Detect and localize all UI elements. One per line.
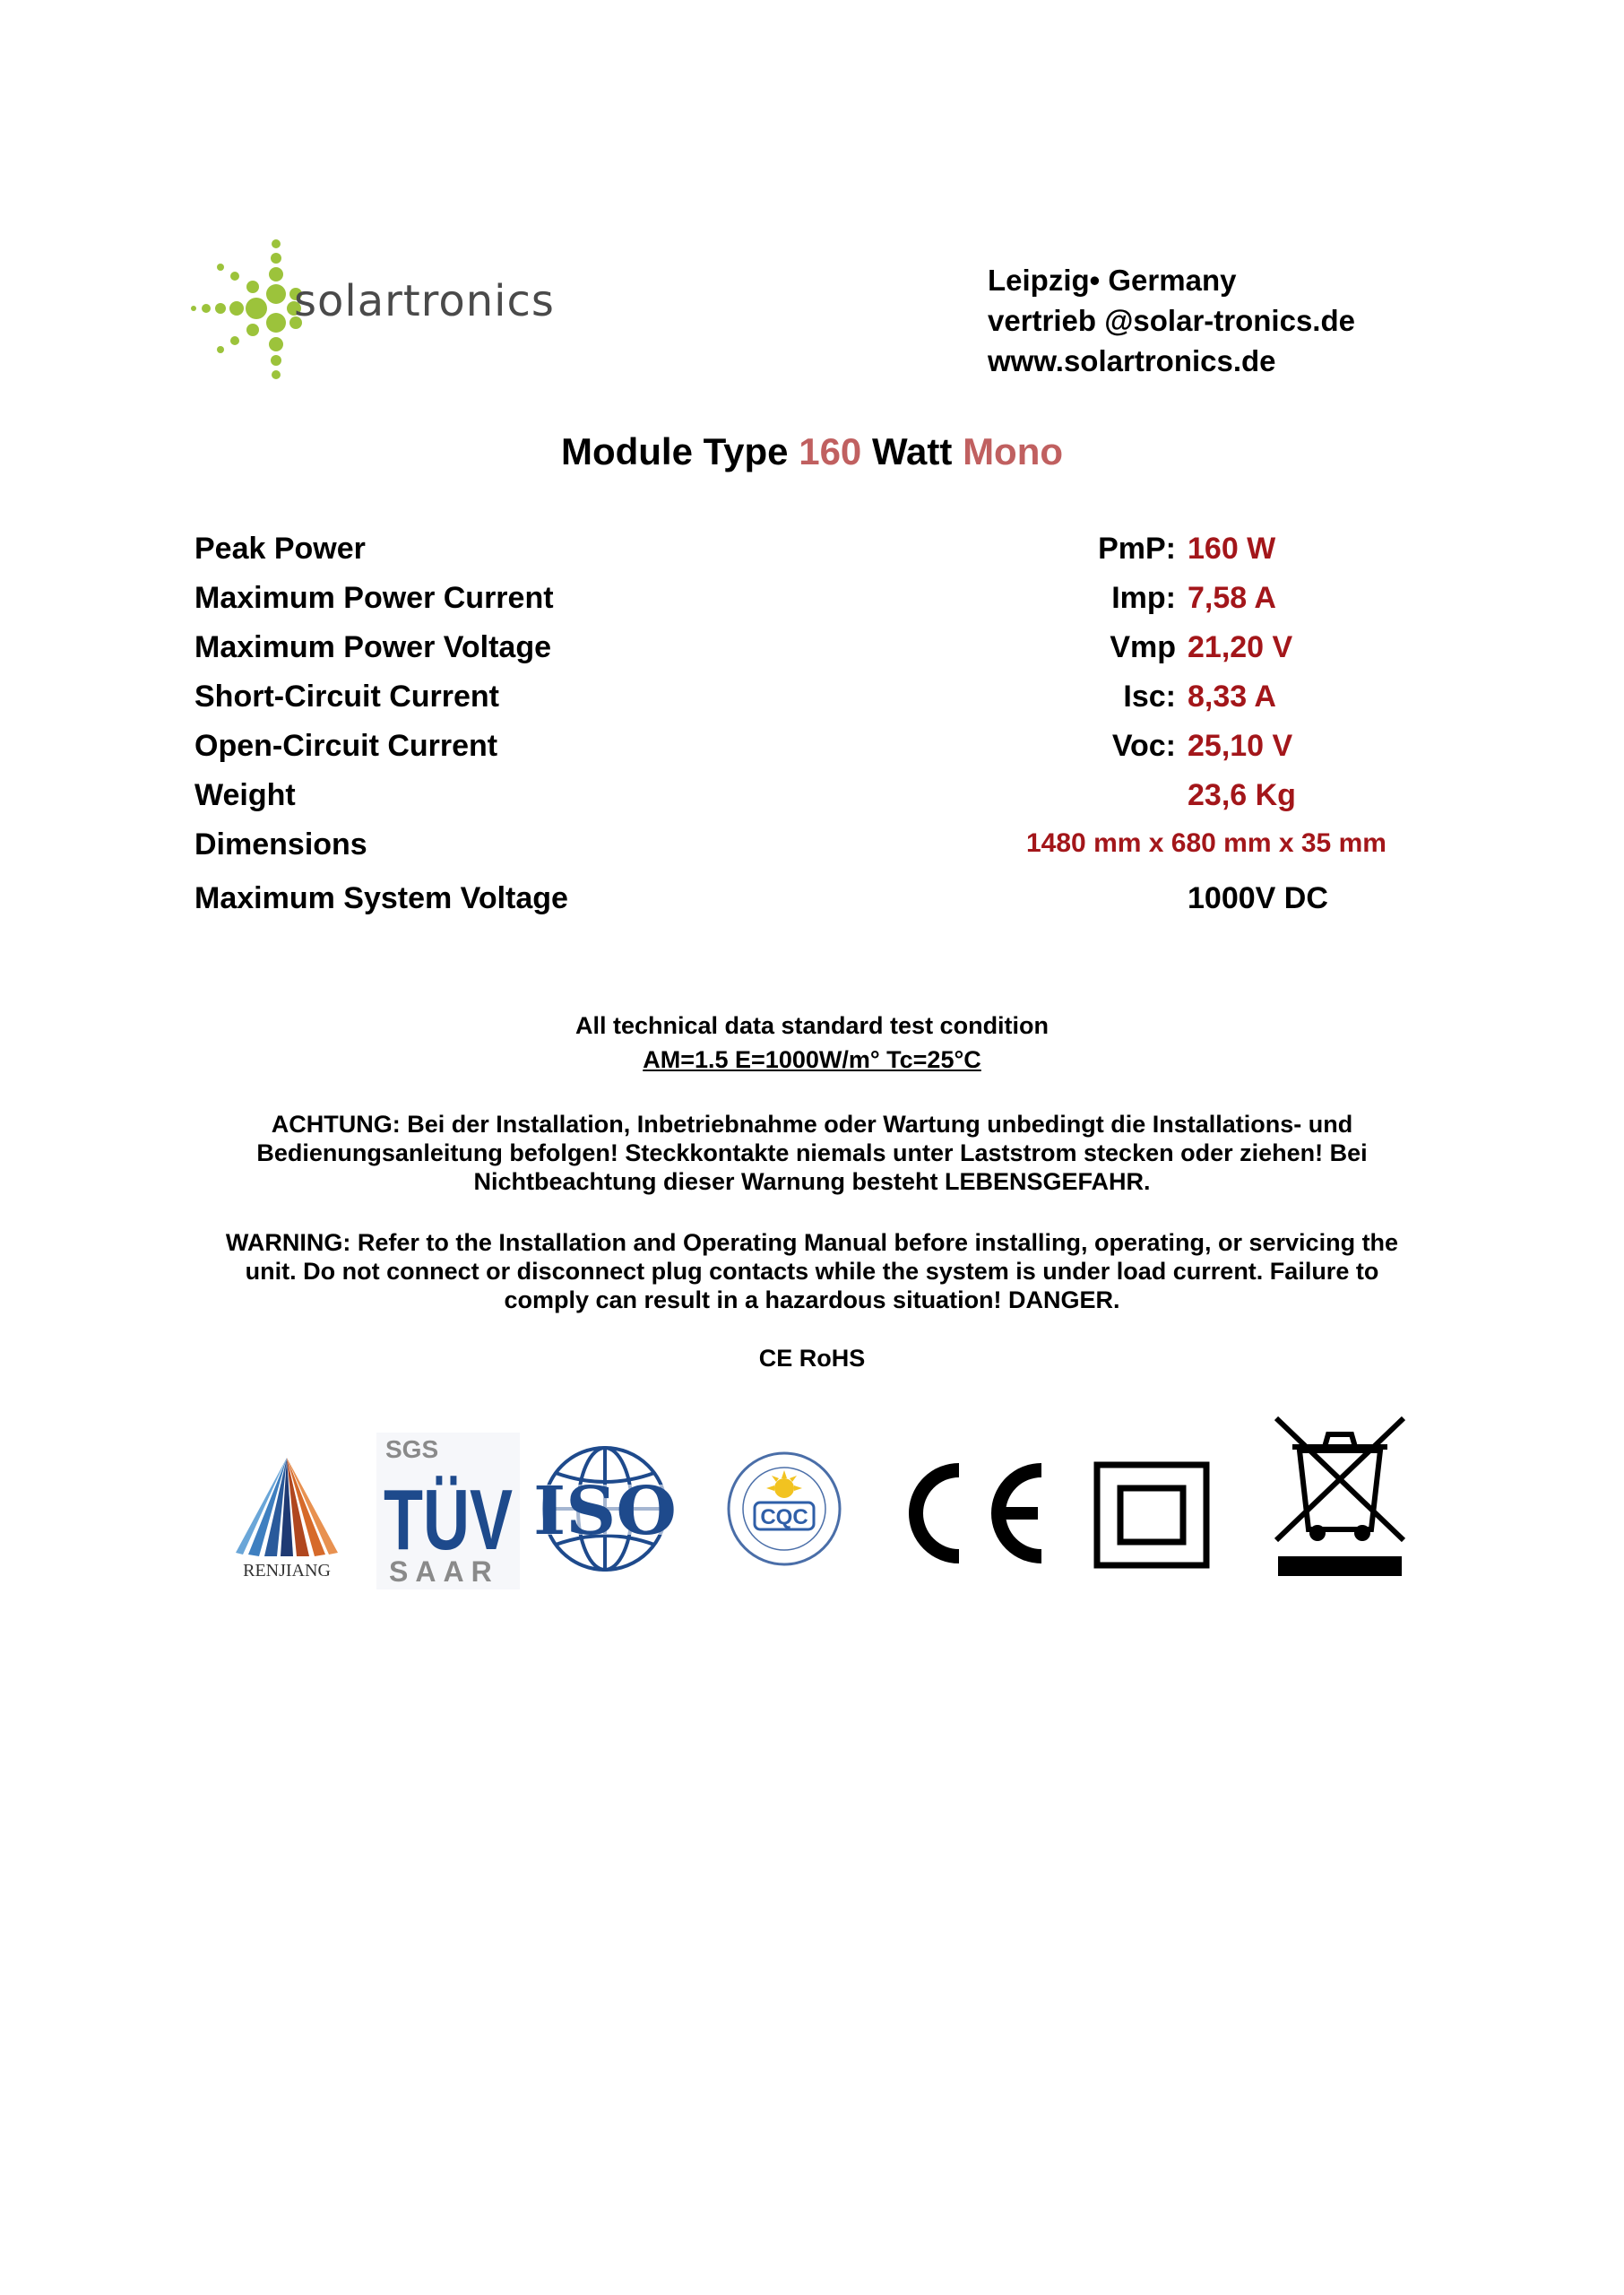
test-condition-line2: AM=1.5 E=1000W/m° Tc=25°C bbox=[643, 1046, 981, 1073]
renjiang-logo-icon bbox=[229, 1458, 345, 1583]
spec-value-max-power-voltage: 21,20 V bbox=[1188, 630, 1293, 664]
sun-dots-icon bbox=[191, 239, 302, 379]
contact-block bbox=[988, 260, 1355, 381]
tuv-saar-text: SAAR bbox=[389, 1555, 499, 1588]
spec-label-short-circuit-current: Short-Circuit Current bbox=[194, 680, 499, 714]
contact-city: Leipzig• Germany bbox=[988, 264, 1237, 297]
contact-email[interactable]: vertrieb @solar-tronics.de bbox=[988, 304, 1355, 337]
tuv-sgs-text: SGS bbox=[385, 1435, 439, 1463]
warning-en-line3: comply can result in a hazardous situation! DANGER. bbox=[504, 1286, 1120, 1313]
page-title bbox=[0, 430, 1624, 473]
spec-value-peak-power: 160 W bbox=[1188, 532, 1276, 566]
cqc-logo-icon bbox=[726, 1451, 842, 1567]
spec-label-max-power-current: Maximum Power Current bbox=[194, 581, 554, 615]
spec-value-open-circuit-current: 25,10 V bbox=[1188, 729, 1293, 763]
spec-symbol-voc: Voc: bbox=[1111, 729, 1176, 763]
warning-de-line1: ACHTUNG: Bei der Installation, Inbetriebnahme oder Wartung unbedingt die Installations- und bbox=[271, 1111, 1353, 1138]
contact-website[interactable]: www.solartronics.de bbox=[988, 344, 1276, 377]
tuv-saar-logo-icon bbox=[376, 1433, 520, 1589]
tuv-main-text: TÜV bbox=[384, 1472, 513, 1568]
renjiang-text: RENJIANG bbox=[243, 1561, 331, 1581]
logo-text: solartronics bbox=[294, 276, 555, 326]
title-type: Mono bbox=[963, 430, 1064, 472]
iso-text: ISO bbox=[533, 1473, 677, 1550]
spec-symbol-isc: Isc: bbox=[1123, 680, 1176, 714]
spec-value-weight: 23,6 Kg bbox=[1188, 778, 1296, 812]
spec-label-weight: Weight bbox=[194, 778, 296, 812]
spec-symbol-pmp: PmP: bbox=[1098, 532, 1176, 566]
title-part1: Module Type bbox=[560, 430, 799, 472]
test-condition-line1: All technical data standard test condition bbox=[574, 1012, 1050, 1039]
spec-symbol-imp: Imp: bbox=[1111, 581, 1176, 615]
test-condition-note bbox=[161, 1009, 1463, 1077]
spec-label-open-circuit-current: Open-Circuit Current bbox=[194, 729, 498, 763]
cqc-text: CQC bbox=[760, 1505, 808, 1529]
weee-bin-icon bbox=[1273, 1415, 1407, 1581]
iso-logo-icon bbox=[520, 1442, 690, 1576]
spec-label-dimensions: Dimensions bbox=[194, 827, 367, 862]
spec-value-dimensions: 1480 mm x 680 mm x 35 mm bbox=[1026, 828, 1386, 858]
double-insulation-icon bbox=[1093, 1461, 1210, 1569]
warning-en-line1: WARNING: Refer to the Installation and Operating Manual before installing, operating, or servicing the bbox=[225, 1229, 1399, 1256]
warning-en bbox=[161, 1228, 1463, 1314]
warning-de-line2: Bedienungsanleitung befolgen! Steckkontakte niemals unter Laststrom stecken oder ziehen! Bei bbox=[256, 1139, 1368, 1166]
spec-value-max-power-current: 7,58 A bbox=[1188, 581, 1276, 615]
spec-symbol-vmp: Vmp bbox=[1110, 630, 1176, 664]
compliance-label: CE RoHS bbox=[758, 1345, 866, 1372]
warning-de-line3: Nichtbeachtung dieser Warnung besteht LEBENSGEFAHR. bbox=[473, 1168, 1151, 1195]
spec-value-max-system-voltage: 1000V DC bbox=[1188, 881, 1328, 915]
certification-strip bbox=[193, 1415, 1434, 1594]
warning-en-line2: unit. Do not connect or disconnect plug contacts while the system is under load current. Failure to bbox=[245, 1258, 1379, 1285]
spec-label-max-system-voltage: Maximum System Voltage bbox=[194, 881, 568, 915]
title-part2: Watt bbox=[861, 430, 963, 472]
warning-de bbox=[161, 1110, 1463, 1196]
ce-mark-icon bbox=[896, 1459, 1049, 1567]
spec-label-peak-power: Peak Power bbox=[194, 532, 366, 566]
spec-label-max-power-voltage: Maximum Power Voltage bbox=[194, 630, 552, 664]
title-power: 160 bbox=[799, 430, 862, 472]
spec-value-short-circuit-current: 8,33 A bbox=[1188, 680, 1276, 714]
